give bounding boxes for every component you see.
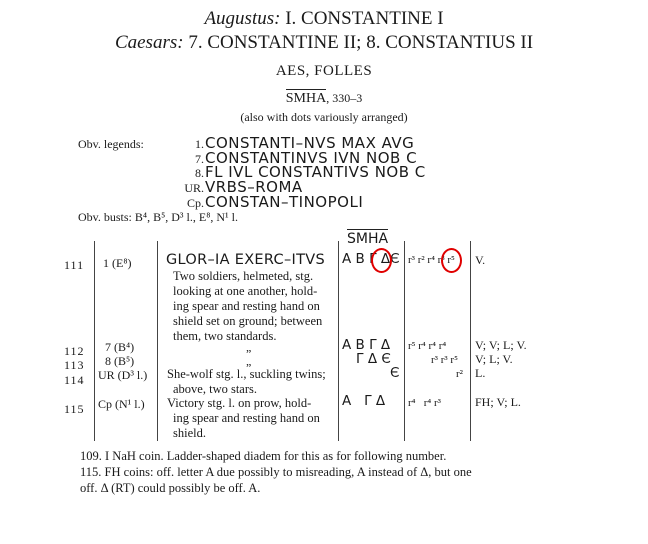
mint-date: , 330–3 <box>326 91 363 105</box>
ditto-mark: „ <box>246 340 252 354</box>
column-rule <box>338 241 339 441</box>
column-rule <box>94 241 95 441</box>
officina-highlighted: Δ <box>380 251 391 267</box>
row-description: Two soldiers, helmeted, stg. looking at one another, hold- ing spear and resting hand on shield set on ground; between them, two standards. <box>173 269 323 343</box>
row-notes: V; L; V. <box>475 352 513 366</box>
row-number: 115 <box>64 402 85 416</box>
officinae: Є <box>390 365 400 381</box>
annotation-circle <box>441 248 462 273</box>
legend-text: FL IVL CONSTANTIVS NOB C <box>205 163 426 181</box>
row-ruler: 7 (B⁴) <box>105 340 135 354</box>
officinae: Α Γ Δ <box>342 393 386 409</box>
rarity-highlighted: r³ <box>437 254 445 266</box>
legend-key: 7. <box>195 152 204 166</box>
augustus-label: Augustus: <box>204 8 281 29</box>
row-number: 114 <box>64 373 85 387</box>
legend-key: 1. <box>195 137 204 151</box>
row-number: 111 <box>64 258 85 272</box>
row-description: She-wolf stg. l., suckling twins; above, two stars. <box>167 367 326 396</box>
officinae: Α Β Γ ΔЄ <box>342 251 400 267</box>
footnote: off. Δ (RT) could possibly be off. A. <box>80 481 261 495</box>
footnote: 109. I NaH coin. Ladder-shaped diadem for this as for following number. <box>80 449 447 463</box>
obv-legends-label: Obv. legends: <box>78 137 144 151</box>
legend-text: CONSTAN–TINOPOLI <box>205 193 364 211</box>
header-line-caesars <box>0 32 648 54</box>
legend-text: CONSTANTI–NVS MAX AVG <box>205 134 415 152</box>
caesars-label: Caesars: <box>114 32 184 53</box>
row-notes: L. <box>475 366 486 380</box>
row-ruler: UR (D³ l.) <box>98 368 148 382</box>
obv-busts: Obv. busts: B⁴, B⁵, D³ l., E⁸, N¹ l. <box>78 210 238 224</box>
row-ruler: 8 (B⁵) <box>105 354 135 368</box>
rarity: r⁴ r⁴ r³ <box>408 397 441 409</box>
mint-column-header: SMHA <box>347 231 389 247</box>
column-rule <box>157 241 158 441</box>
reverse-legend: GLOR–IA EXERC–ITVS <box>166 252 325 268</box>
legend-text: CONSTANTINVS IVN NOB C <box>205 149 418 167</box>
column-rule <box>404 241 405 441</box>
mint-heading <box>0 91 648 107</box>
officinae: Α Β Γ Δ <box>342 337 391 353</box>
row-notes: FH; V; L. <box>475 395 521 409</box>
rarity: r³ r³ r⁵ <box>431 354 458 366</box>
row-number: 112 <box>64 344 85 358</box>
column-rule <box>470 241 471 441</box>
row-description: Victory stg. l. on prow, hold- ing spear and resting hand on shield. <box>167 396 320 440</box>
augustus-text: I. CONSTANTINE I <box>285 8 444 29</box>
header-line-augustus <box>0 8 648 30</box>
officinae: Γ Δ Є <box>356 351 391 367</box>
legend-text: VRBS–ROMA <box>205 178 303 196</box>
rarity: r² <box>456 368 463 380</box>
row-notes: V. <box>475 253 486 267</box>
row-ruler: 1 (E⁸) <box>103 256 132 270</box>
rarity: r⁵ r⁴ r⁴ r⁴ <box>408 340 447 352</box>
legend-key: 8. <box>195 166 204 180</box>
denomination: AES, FOLLES <box>275 63 373 79</box>
legend-key: UR. <box>184 181 204 195</box>
row-number: 113 <box>64 358 85 372</box>
row-ruler: Cp (N¹ l.) <box>98 397 145 411</box>
footnote: 115. FH coins: off. letter A due possibly to misreading, A instead of Δ, but one <box>80 465 472 479</box>
annotation-circle <box>371 248 392 273</box>
arrangement-note: (also with dots variously arranged) <box>240 110 408 124</box>
ditto-mark: „ <box>246 354 252 368</box>
caesars-text: 7. CONSTANTINE II; 8. CONSTANTIUS II <box>188 32 534 53</box>
mint-mark: SMHA <box>285 91 327 106</box>
row-notes: V; V; L; V. <box>475 338 527 352</box>
legend-key: Cp. <box>186 196 204 210</box>
rarity: r³ r² r⁴ r³ r⁵ <box>408 254 455 266</box>
